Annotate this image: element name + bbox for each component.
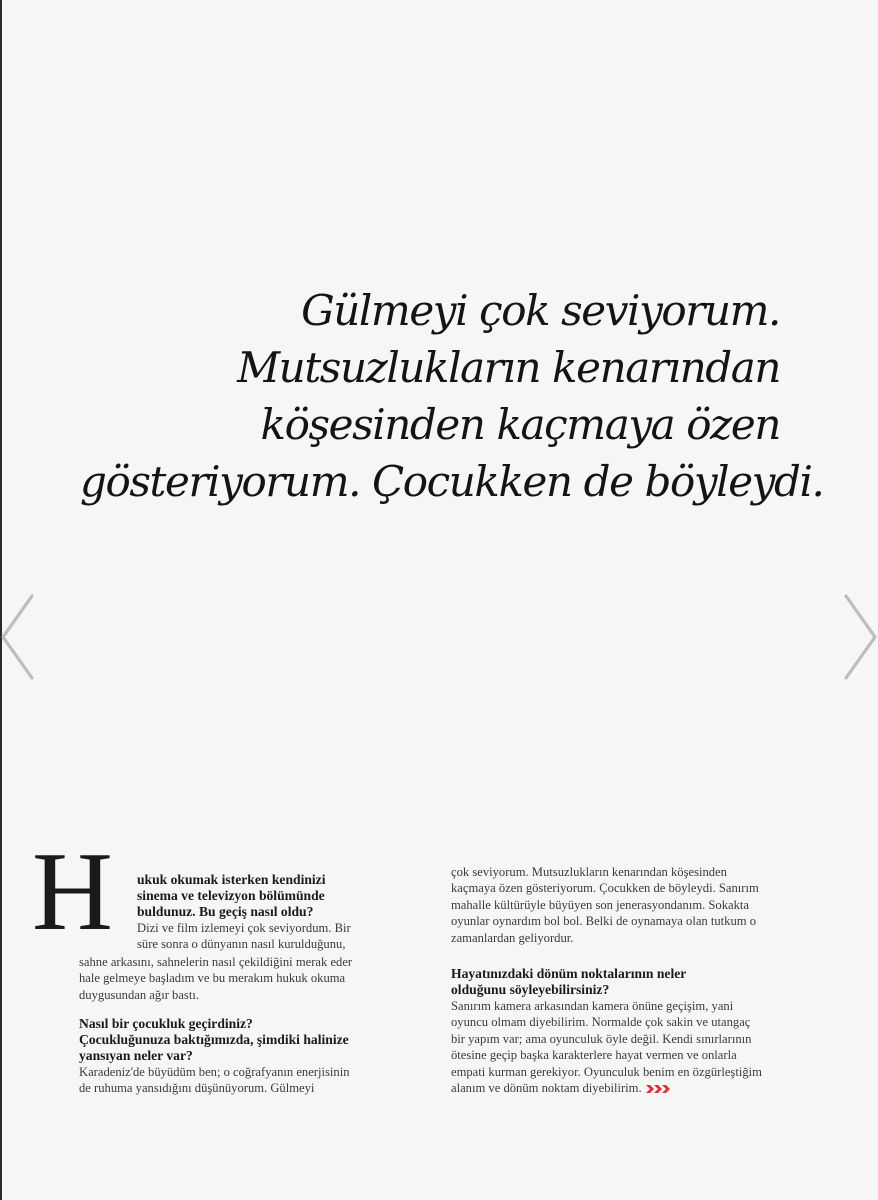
article-column-left-q2 (79, 1016, 369, 1097)
answer-line: empati kurman gerekiyor. Oyunculuk benim en özgürleştiğim (451, 1064, 762, 1079)
answer-line: zamanlardan geliyordur. (451, 930, 574, 945)
pull-quote (80, 282, 824, 510)
answer-line: Karadeniz'de büyüdüm ben; o coğrafyanın enerjisinin (79, 1065, 350, 1079)
end-of-article-icon (646, 1084, 670, 1094)
previous-page-button[interactable] (0, 592, 36, 682)
chevron-left-icon (0, 592, 36, 682)
answer-line: hale gelmeye başladım ve bu merakım hukuk okuma (79, 971, 346, 986)
pull-quote-line: köşesinden kaçmaya özen (260, 400, 780, 449)
article-column-left-top (137, 872, 369, 953)
question-line: olduğunu söyleyebilirsiniz? (451, 982, 610, 997)
answer-line: Sanırım kamera arkasından kamera önüne geçişim, yani (451, 999, 734, 1013)
article-column-left (79, 954, 369, 1003)
question-line: Çocukluğunuza baktığımızda, şimdiki halinize (79, 1032, 349, 1047)
pull-quote-line: Mutsuzlukların kenarından (237, 343, 780, 392)
question-line: ukuk okumak isterken kendinizi (137, 872, 326, 887)
question-line: Nasıl bir çocukluk geçirdiniz? (79, 1016, 253, 1031)
answer-line: bir yapım var; ama oyunculuk öyle değil. Kendi sınırlarının (451, 1031, 752, 1046)
question-line: yansıyan neler var? (79, 1048, 193, 1063)
question-line: Hayatınızdaki dönüm noktalarının neler (451, 966, 687, 981)
answer-line: duygusundan ağır bastı. (79, 987, 199, 1002)
article-column-right-q3 (451, 966, 791, 1096)
chevron-right-icon (842, 592, 878, 682)
answer-text: alanım ve dönüm noktam diyebilirim. (451, 1081, 642, 1096)
answer-line: süre sonra o dünyanın nasıl kurulduğunu, (137, 937, 346, 952)
drop-cap: H (32, 830, 113, 954)
answer-line: sahne arkasını, sahnelerin nasıl çekildiğini merak eder (79, 955, 353, 969)
answer-line: oyuncu olmam diyebilirim. Normalde çok sakin ve utangaç (451, 1015, 751, 1030)
answer-line: de ruhuma yansıdığını düşünüyorum. Gülmeyi (79, 1081, 315, 1096)
article-column-right (451, 864, 791, 946)
answer-line: oyunlar oynardım bol bol. Belki de oynamaya olan tutkum o (451, 914, 756, 929)
answer-line: ötesine geçip başka karakterlere hayat vermen ve onlarla (451, 1048, 737, 1063)
pull-quote-line: Gülmeyi çok seviyorum. (301, 286, 780, 335)
answer-line: mahalle kültürüyle büyüyen son jenerasyondanım. Sokakta (451, 897, 749, 912)
next-page-button[interactable] (842, 592, 878, 682)
question-line: buldunuz. Bu geçiş nasıl oldu? (137, 904, 314, 919)
answer-line: kaçmaya özen gösteriyorum. Çocukken de böyleydi. Sanırım (451, 881, 759, 896)
pull-quote-line: gösteriyorum. Çocukken de böyleydi. (80, 457, 824, 506)
answer-line-last (451, 1080, 791, 1096)
answer-line: çok seviyorum. Mutsuzlukların kenarından köşesinden (451, 865, 727, 879)
question-line: sinema ve televizyon bölümünde (137, 888, 325, 903)
answer-line: Dizi ve film izlemeyi çok seviyordum. Bir (137, 921, 351, 935)
